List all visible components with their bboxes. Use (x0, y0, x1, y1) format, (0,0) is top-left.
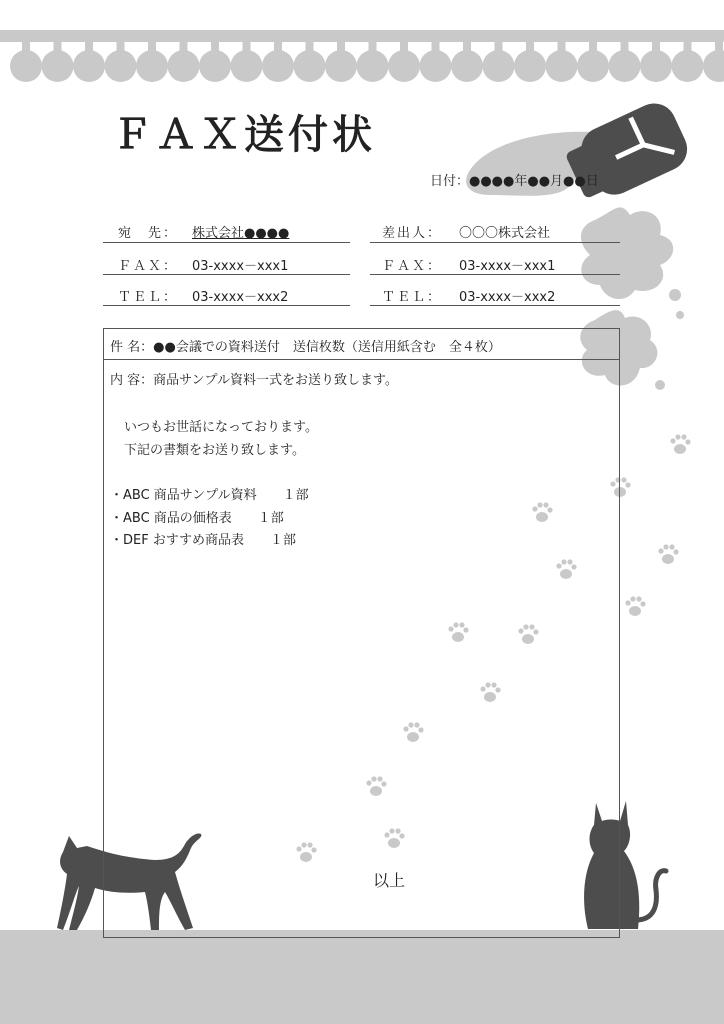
divider (103, 242, 350, 243)
date-line: 日付：●●●●年●●月●●日 (430, 174, 599, 189)
document-item: ・ABC 商品サンプル資料 １部 (110, 488, 309, 503)
sender-value: 〇〇〇株式会社 (459, 226, 551, 241)
subject-line: 件 名：●●会議での資料送付 送信枚数（送信用紙含む 全４枚） (110, 340, 501, 355)
document-item: ・DEF おすすめ商品表 １部 (110, 533, 296, 548)
divider (370, 305, 620, 306)
sender-label: 差出人： (382, 226, 443, 241)
greeting-line: 下記の書類をお送り致します。 (124, 443, 305, 458)
recipient-tel-label: ＴＥＬ： (118, 290, 179, 305)
sender-tel-label: ＴＥＬ： (382, 290, 443, 305)
floor-band-decoration (0, 930, 724, 1024)
recipient-label: 宛 先： (118, 226, 179, 241)
divider (103, 274, 350, 275)
recipient-fax-value: 03-xxxx－xxx1 (192, 259, 289, 274)
content-line: 内 容：商品サンプル資料一式をお送り致します。 (110, 373, 398, 388)
sender-fax-label: ＦＡＸ： (382, 259, 443, 274)
page-title: ＦＡＸ送付状 (112, 112, 376, 158)
recipient-tel-value: 03-xxxx－xxx2 (192, 290, 289, 305)
sender-fax-value: 03-xxxx－xxx1 (459, 259, 556, 274)
document-item: ・ABC 商品の価格表 １部 (110, 511, 284, 526)
recipient-fax-label: ＦＡＸ： (118, 259, 179, 274)
ink-bottle-icon (460, 60, 724, 220)
greeting-line: いつもお世話になっております。 (124, 420, 318, 435)
divider (370, 274, 620, 275)
closing-text: 以上 (373, 871, 406, 890)
divider (370, 242, 620, 243)
recipient-value: 株式会社●●●● (192, 226, 290, 241)
divider (103, 305, 350, 306)
sender-tel-value: 03-xxxx－xxx2 (459, 290, 556, 305)
